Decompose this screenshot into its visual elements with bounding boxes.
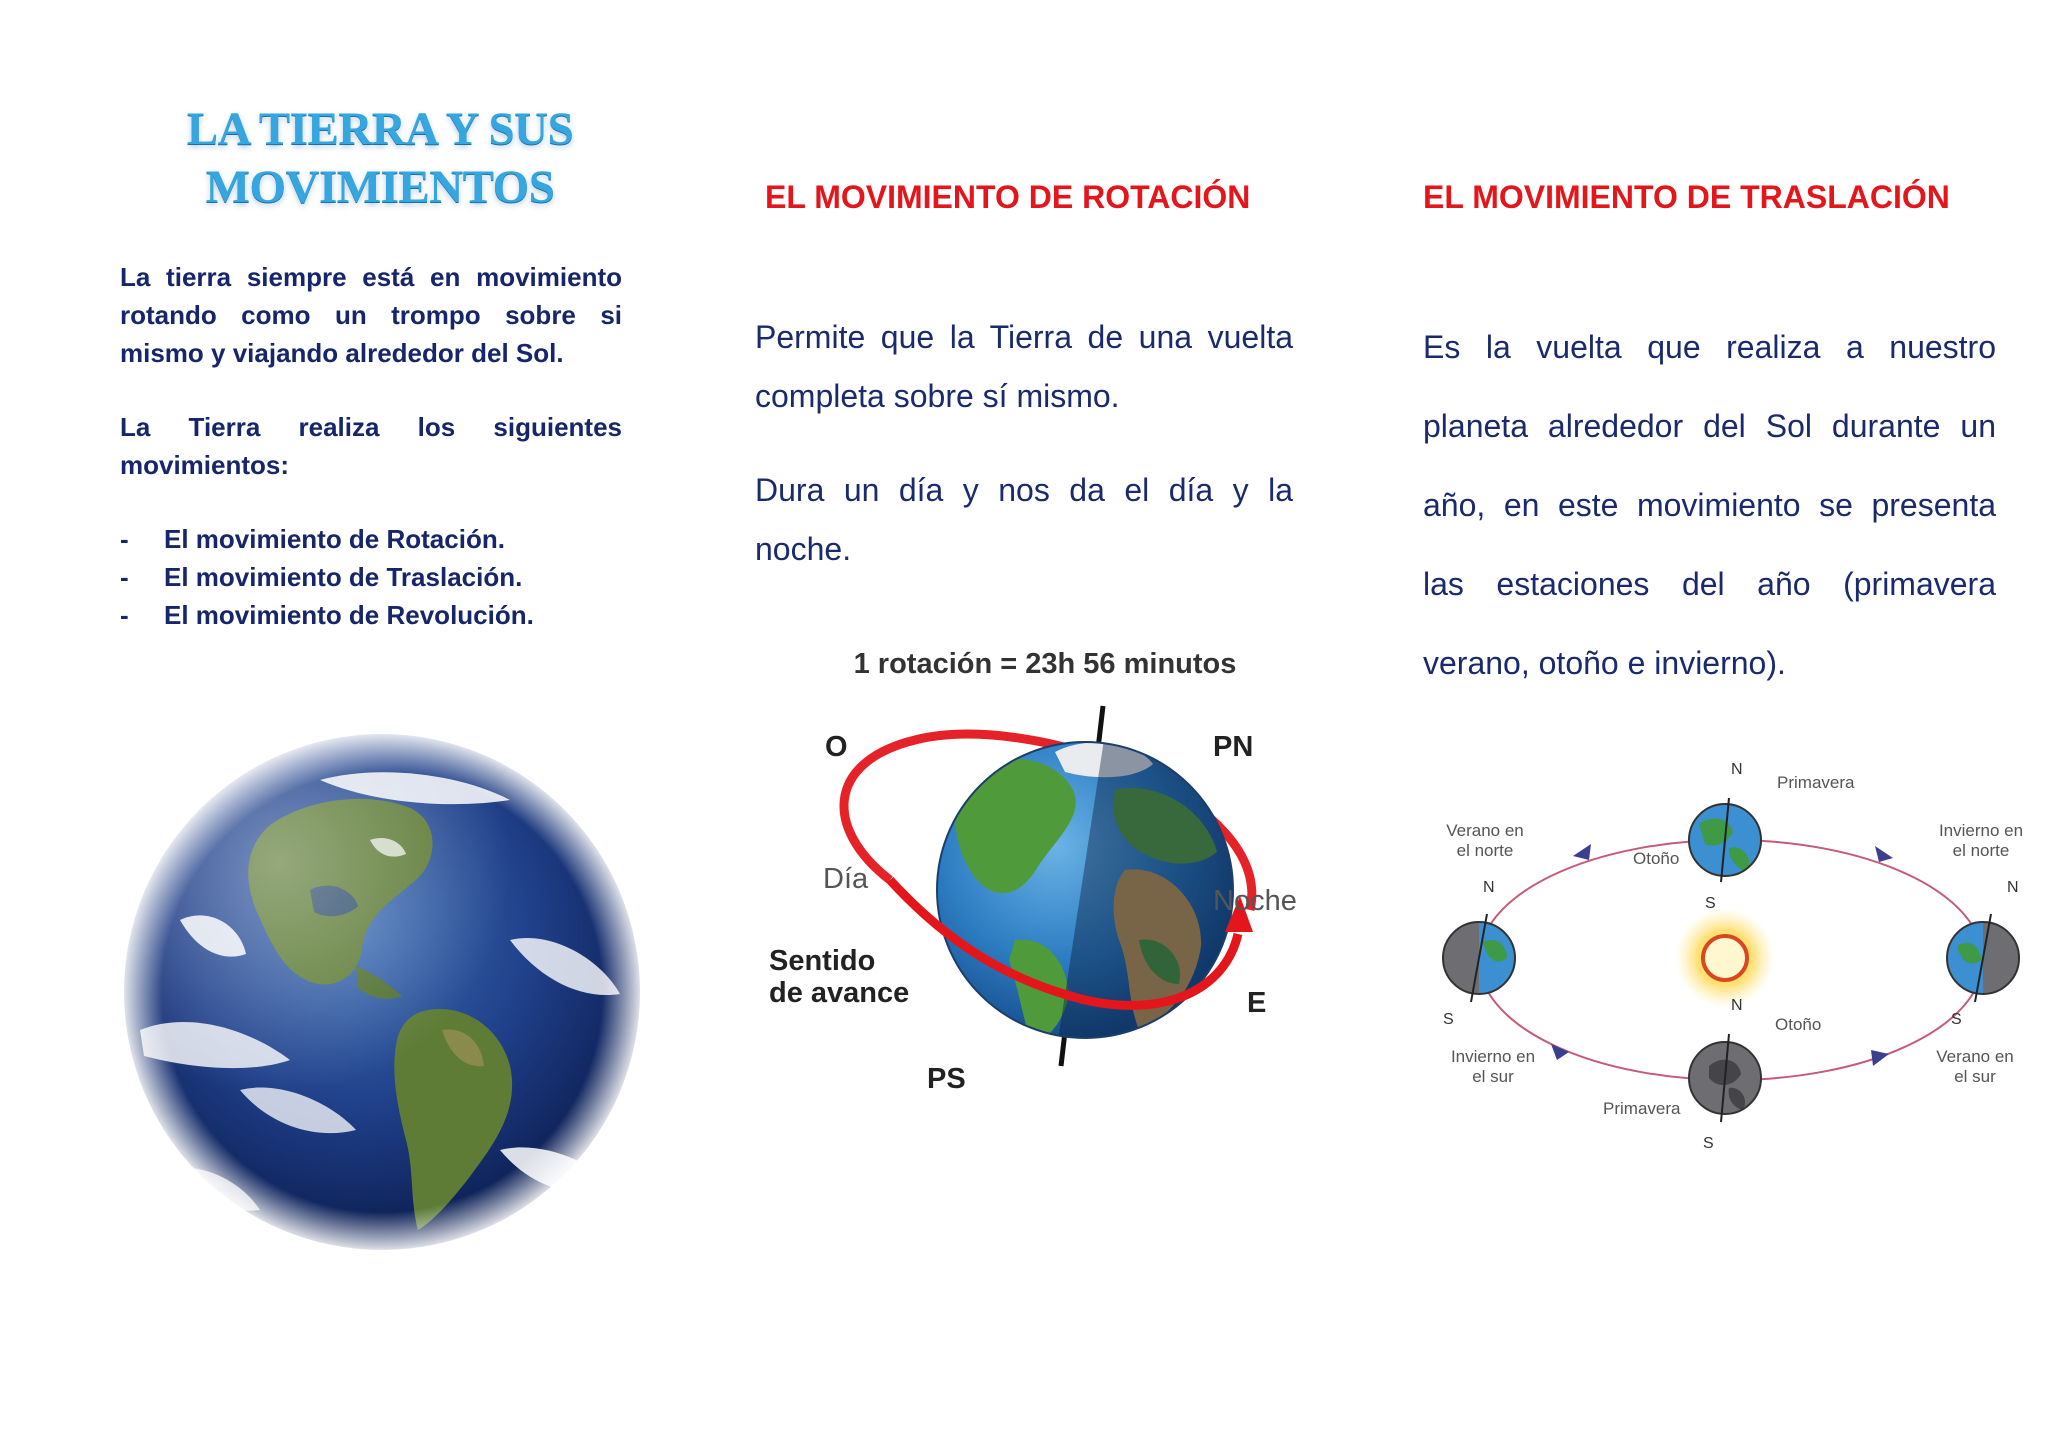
- label-verano-sur-1: Verano en: [1936, 1047, 2014, 1066]
- page-title: [120, 100, 640, 216]
- rotation-paragraph-1: Permite que la Tierra de una vuelta completa sobre sí mismo.: [755, 319, 1293, 414]
- label-south-pole: PS: [927, 1063, 966, 1095]
- rotation-caption: 1 rotación = 23h 56 minutos: [853, 648, 1237, 680]
- page-title-line-1: LA TIERRA Y SUS: [186, 103, 574, 155]
- label-otono-bottom: Otoño: [1775, 1015, 1822, 1034]
- orbit-arrow: [1875, 846, 1893, 862]
- label-n-right: N: [2007, 879, 2019, 896]
- label-n-left: N: [1483, 879, 1495, 896]
- sun: [1703, 936, 1747, 980]
- rotation-column: [755, 0, 1297, 1448]
- label-north-pole: PN: [1213, 731, 1254, 763]
- rotation-heading: EL MOVIMIENTO DE ROTACIÓN: [765, 179, 1251, 215]
- translation-diagram: [1423, 748, 2043, 1168]
- label-verano-norte-1: Verano en: [1446, 821, 1524, 840]
- intro-text: [120, 258, 622, 634]
- earth-globe: [937, 720, 1255, 1060]
- label-east: E: [1247, 987, 1267, 1019]
- label-night: Noche: [1213, 885, 1297, 917]
- rotation-diagram: [755, 640, 1315, 1100]
- translation-paragraph: Es la vuelta que realiza a nuestro planeta alrededor del Sol durante un año, en este movimiento se presenta las estaciones del año (primavera verano, otoño e invierno).: [1423, 329, 1996, 681]
- movements-list: [120, 520, 622, 634]
- earth-right: [1947, 918, 2023, 998]
- label-s-top: S: [1705, 895, 1716, 912]
- label-primavera-top: Primavera: [1777, 773, 1855, 792]
- translation-text: [1423, 308, 1996, 703]
- translation-column: [1423, 0, 2024, 1448]
- translation-heading: EL MOVIMIENTO DE TRASLACIÓN: [1423, 179, 1950, 215]
- list-item: [120, 558, 622, 596]
- orbit-arrow: [1871, 1050, 1889, 1066]
- list-dash: -: [120, 600, 129, 630]
- earth-left: [1443, 918, 1519, 998]
- list-item: [120, 520, 622, 558]
- label-s-right: S: [1951, 1011, 1962, 1028]
- intro-paragraph-2: La Tierra realiza los siguientes movimientos:: [120, 412, 622, 480]
- label-day: Día: [823, 863, 869, 895]
- label-otono-top: Otoño: [1633, 849, 1680, 868]
- rotation-text: [755, 308, 1293, 579]
- rotation-paragraph-2: Dura un día y nos da el día y la noche.: [755, 472, 1293, 567]
- page-title-line-2: MOVIMIENTOS: [205, 161, 555, 213]
- list-dash: -: [120, 524, 129, 554]
- list-dash: -: [120, 562, 129, 592]
- list-item-text: El movimiento de Revolución.: [164, 600, 534, 630]
- orbit-arrow: [1573, 844, 1591, 860]
- label-s-left: S: [1443, 1011, 1454, 1028]
- label-invierno-norte-2: el norte: [1952, 841, 2010, 860]
- label-invierno-sur-1: Invierno en: [1450, 1047, 1536, 1066]
- intro-paragraph-1: La tierra siempre está en movimiento rotando como un trompo sobre si mismo y viajando alrededor del Sol.: [120, 262, 622, 368]
- list-item: [120, 596, 622, 634]
- label-n-bottom: N: [1731, 997, 1743, 1014]
- earth-globe-image: [120, 730, 660, 1270]
- label-invierno-norte-1: Invierno en: [1938, 821, 2024, 840]
- label-primavera-bottom: Primavera: [1603, 1099, 1681, 1118]
- list-item-text: El movimiento de Rotación.: [164, 524, 505, 554]
- label-verano-norte-2: el norte: [1456, 841, 1514, 860]
- label-direction-1: Sentido: [769, 945, 876, 977]
- orbit-arrow: [1551, 1044, 1569, 1060]
- label-direction-2: de avance: [769, 977, 910, 1009]
- intro-column: [120, 0, 622, 1448]
- label-verano-sur-2: el sur: [1954, 1067, 1996, 1086]
- label-n-top: N: [1731, 761, 1743, 778]
- list-item-text: El movimiento de Traslación.: [164, 562, 523, 592]
- label-invierno-sur-2: el sur: [1472, 1067, 1514, 1086]
- label-west: O: [825, 731, 848, 763]
- label-s-bottom: S: [1703, 1135, 1714, 1152]
